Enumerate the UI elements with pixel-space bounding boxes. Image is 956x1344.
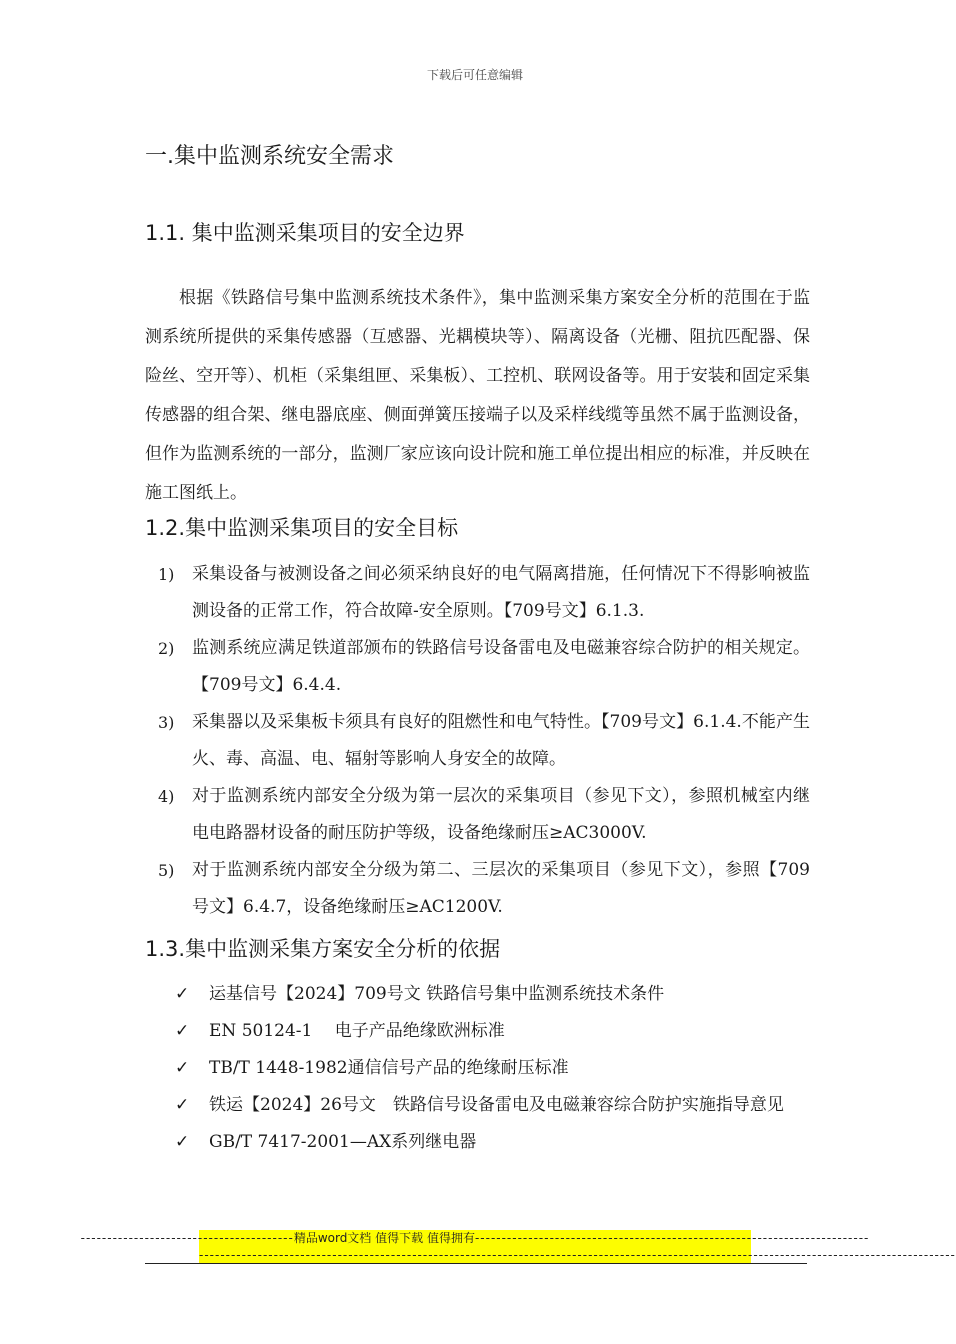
- list-item-number: 1): [158, 565, 175, 584]
- list-item-number: 2): [158, 639, 175, 658]
- document-heading: 一.集中监测系统安全需求: [145, 144, 394, 169]
- list-item: [145, 976, 810, 1013]
- footer-divider: [145, 1263, 807, 1264]
- list-item-number: 4): [158, 787, 175, 806]
- list-item-number: 3): [158, 713, 175, 732]
- list-item-text: GB/T 7417-2001—AX系列继电器: [209, 1132, 477, 1152]
- list-item: [145, 1050, 810, 1087]
- check-mark-icon: ✓: [175, 1058, 190, 1078]
- list-item-text: 运基信号【2024】709号文 铁路信号集中监测系统技术条件: [209, 984, 665, 1004]
- footer-banner-text: 精品word文档 值得下载 值得拥有: [293, 1231, 475, 1245]
- check-mark-icon: ✓: [175, 1132, 190, 1152]
- list-item: [145, 852, 810, 926]
- list-item-text: 监测系统应满足铁道部颁布的铁路信号设备雷电及电磁兼容综合防护的相关规定。【709号文】6.4.4.: [192, 638, 810, 695]
- list-item-text: 采集设备与被测设备之间必须采纳良好的电气隔离措施，任何情况下不得影响被监测设备的正常工作，符合故障-安全原则。【709号文】6.1.3.: [192, 564, 810, 621]
- safety-goal-list: [145, 556, 810, 926]
- section-1-1-title: 1.1. 集中监测采集项目的安全边界: [145, 221, 465, 245]
- list-item: [145, 1124, 810, 1161]
- reference-standards-list: [145, 976, 810, 1161]
- list-item-text: 对于监测系统内部安全分级为第二、三层次的采集项目（参见下文），参照【709号文】6.4.7，设备绝缘耐压≥AC1200V.: [192, 860, 810, 917]
- section-1-3-title: 1.3.集中监测采集方案安全分析的依据: [145, 937, 501, 961]
- list-item: [145, 704, 810, 778]
- check-mark-icon: ✓: [175, 1021, 190, 1041]
- section-1-1-paragraph: 根据《铁路信号集中监测系统技术条件》，集中监测采集方案安全分析的范围在于监测系统所提供的采集传感器（互感器、光耦模块等）、隔离设备（光栅、阻抗匹配器、保险丝、空开等）、机柜（采集组匣、采集板）、工控机、联网设备等。用于安装和固定采集传感器的组合架、继电器底座、侧面弹簧压接端子以及采样线缆等虽然不属于监测设备，但作为监测系统的一部分，监测厂家应该向设计院和施工单位提出相应的标准，并反映在施工图纸上。: [145, 288, 810, 503]
- list-item-number: 5): [158, 861, 175, 880]
- list-item: [145, 778, 810, 852]
- list-item: [145, 556, 810, 630]
- list-item-text: EN 50124-1 电子产品绝缘欧洲标准: [209, 1021, 505, 1041]
- page-header-note: 下载后可任意编辑: [426, 68, 523, 82]
- footer-banner: ---------------------------------------- 精品word文档 值得下载 值得拥有 -------------------------------------------------------------------------- ----------------------------------------------------------------------------------------------------------------------------------------------: [80, 1231, 956, 1262]
- list-item-text: TB/T 1448-1982通信信号产品的绝缘耐压标准: [209, 1058, 569, 1078]
- list-item-text: 采集器以及采集板卡须具有良好的阻燃性和电气特性。【709号文】6.1.4.不能产生火、毒、高温、电、辐射等影响人身安全的故障。: [192, 712, 810, 769]
- check-mark-icon: ✓: [175, 984, 190, 1004]
- list-item: [145, 630, 810, 704]
- check-mark-icon: ✓: [175, 1095, 190, 1115]
- list-item-text: 对于监测系统内部安全分级为第一层次的采集项目（参见下文），参照机械室内继电电路器材设备的耐压防护等级，设备绝缘耐压≥AC3000V.: [192, 786, 810, 843]
- list-item: [145, 1013, 810, 1050]
- list-item-text: 铁运【2024】26号文 铁路信号设备雷电及电磁兼容综合防护实施指导意见: [209, 1095, 784, 1115]
- section-1-2-title: 1.2.集中监测采集项目的安全目标: [145, 516, 459, 540]
- list-item: [145, 1087, 810, 1124]
